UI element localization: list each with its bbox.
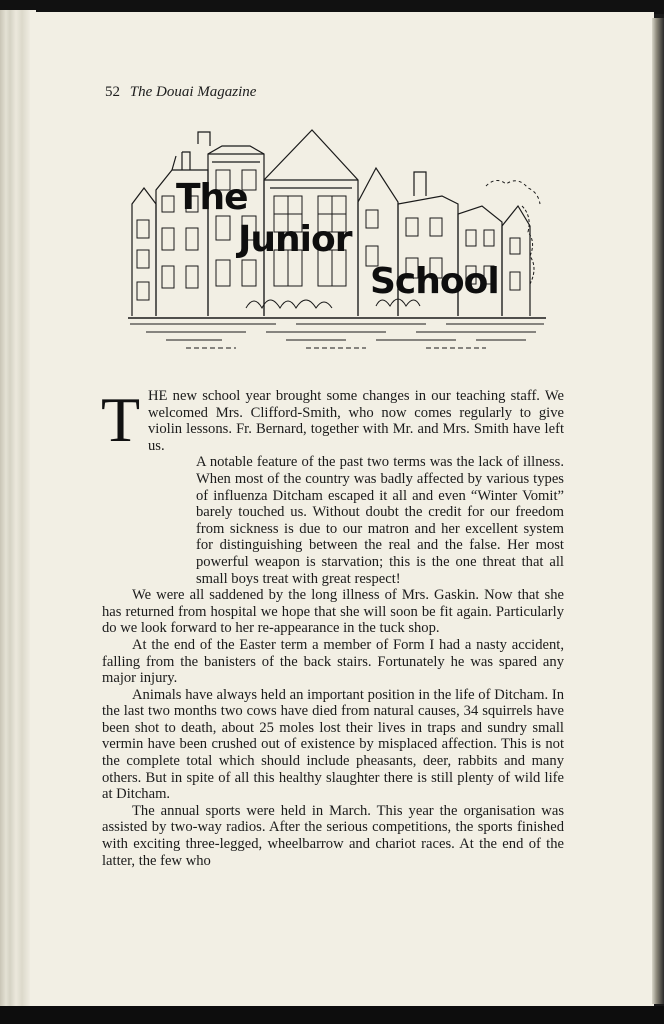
paragraph-3: We were all saddened by the long illness of Mrs. Gaskin. Now that she has returned from hospital we hope that she will soon be fit again. Particularly do we look forward to her re-appearance in the tuck shop. [102, 587, 564, 637]
paragraph-2: A notable feature of the past two terms was the lack of illness. When most of the country was badly affected by various types of influenza Ditcham escaped it all and even “Winter Vomit” barely touched us. Without doubt the credit for our freedom from sickness is due to our matron and her excellent system for distinguishing between the real and the false. Her most powerful weapon is starvation; this is the one threat that all small boys treat with great respect! [196, 454, 564, 587]
running-header [105, 84, 256, 101]
paragraph-4: At the end of the Easter term a member of Form I had a nasty accident, falling from the banisters of the back stairs. Fortunately he was spared any major injury. [102, 636, 564, 687]
school-building-illustration [126, 126, 550, 360]
title-word-junior: Junior [238, 219, 352, 260]
scan-border-bottom [0, 1006, 664, 1024]
magazine-title: The Douai Magazine [129, 84, 257, 100]
title-word-the: The [176, 177, 248, 218]
article-body [101, 384, 564, 869]
paragraph-6: The annual sports were held in March. This year the organisation was assisted by two-way radios. After the serious competitions, the sports finished with exciting three-legged, wheelbarrow and chariot races. At the end of the latter, the few who [102, 802, 564, 869]
drop-cap: T [101, 384, 141, 455]
paragraph-5: Animals have always held an important position in the life of Ditcham. In the last two months two cows have died from natural causes, 34 squirrels have been shot to death, about 25 moles lost their lives in traps and sundry small vermin have been crushed out of existence by misplaced affection. This is not the complete total which should include pheasants, deer, rabbits and many others. But in spite of all this healthy slaughter there is still plenty of wild life at Ditcham. [102, 686, 564, 803]
title-word-school: School [370, 261, 499, 302]
page-number: 52 [105, 84, 120, 100]
page-edge [652, 18, 664, 1004]
paragraph-1: HE new school year brought some changes in our teaching staff. We welcomed Mrs. Clifford-Smith, who now comes regularly to give violin lessons. Fr. Bernard, together with Mr. and Mrs. Smith have left us. [148, 388, 564, 454]
